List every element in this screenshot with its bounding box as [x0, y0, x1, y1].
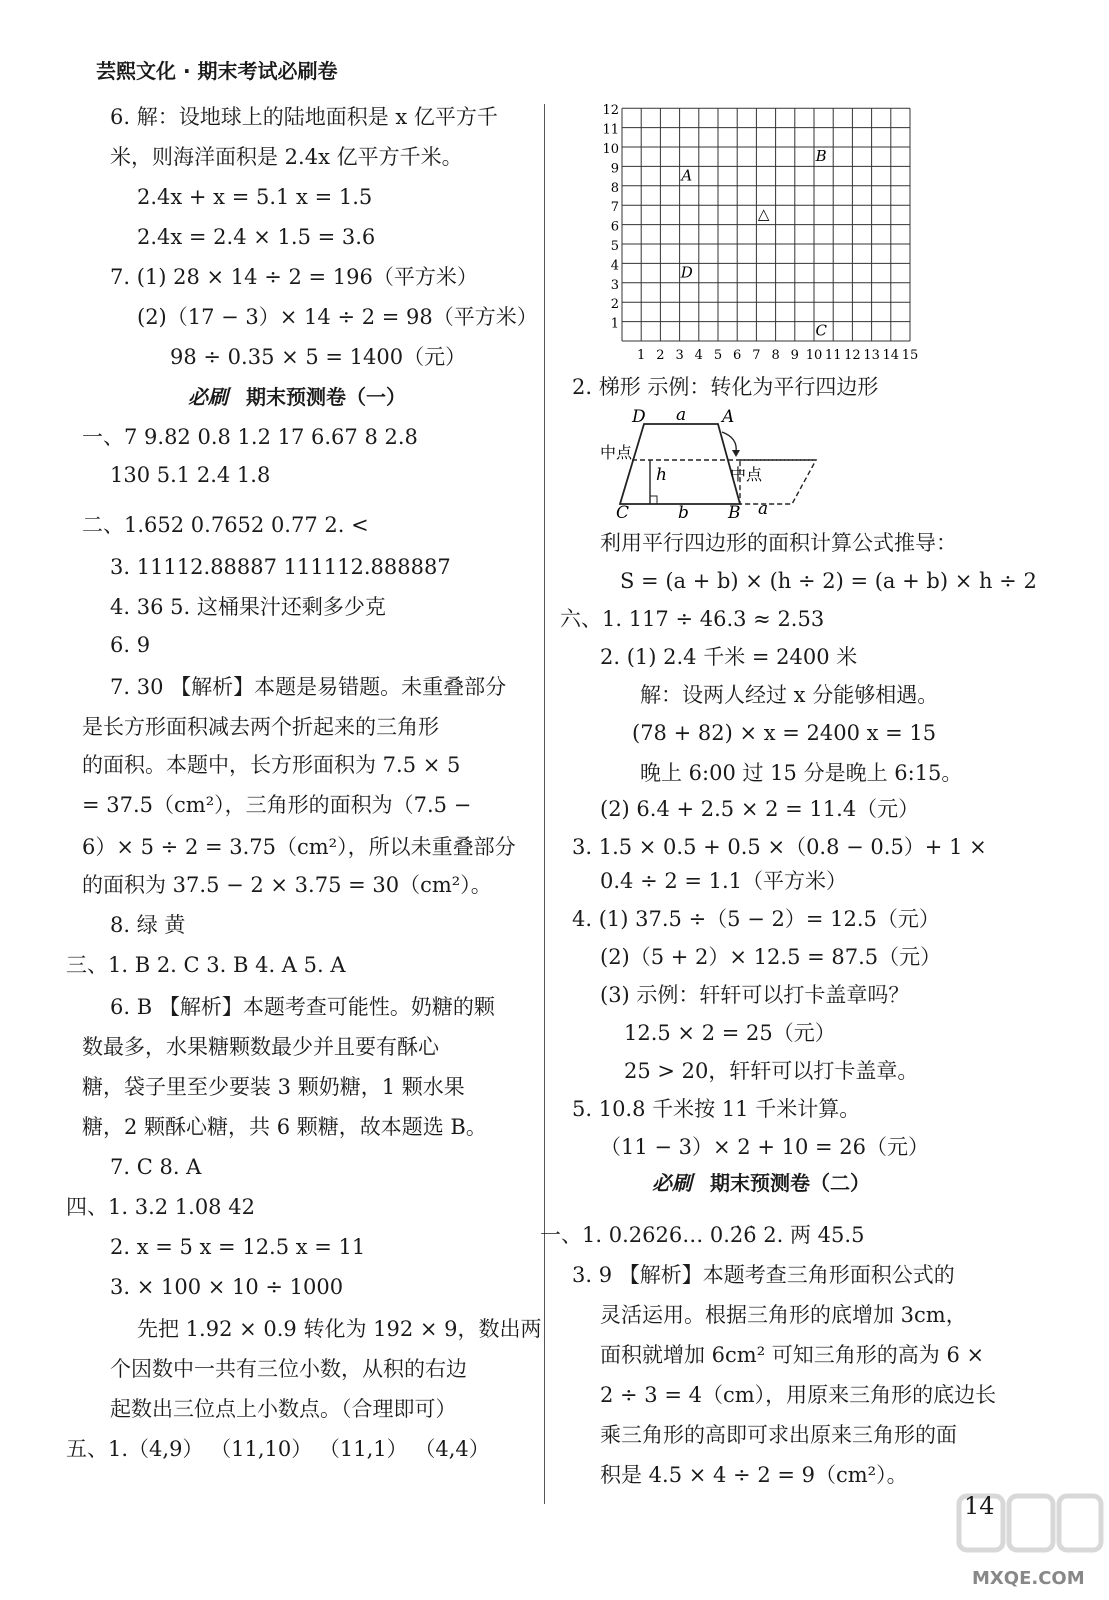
left-line: 130 5.1 2.4 1.8 [110, 463, 271, 487]
right-line: 乘三角形的高即可求出原来三角形的面 [600, 1423, 957, 1447]
label-a-top: a [676, 405, 687, 425]
left-line: 是长方形面积减去两个折起来的三角形 [82, 715, 439, 739]
grid-y-label: 8 [610, 180, 619, 196]
right-line: 晚上 6:00 过 15 分是晚上 6:15。 [640, 761, 963, 785]
right-line: 积是 4.5 × 4 ÷ 2 = 9（cm²）。 [600, 1463, 908, 1487]
grid-point-A: A [681, 166, 693, 185]
grid-point-B: B [815, 147, 827, 165]
left-line: (2)（17 − 3）× 14 ÷ 2 = 98（平方米） [137, 305, 538, 329]
grid-point-D: D [680, 263, 693, 282]
left-line: 二、1.652 0.7652 0.77 2. < [82, 513, 369, 537]
right-line: 3. 9 【解析】本题考查三角形面积公式的 [572, 1263, 955, 1287]
left-line: 4. 36 5. 这桶果汁还剩多少克 [110, 595, 386, 619]
left-line: 6. 9 [110, 633, 151, 657]
label-b: b [678, 503, 689, 523]
left-line: 7. C 8. A [110, 1155, 202, 1179]
grid-x-label: 4 [694, 348, 703, 363]
label-midpoint-right: 中点 [730, 465, 763, 484]
grid-y-label: 5 [610, 239, 619, 254]
right-line: 一、1. 0.2626… 0.2̇6̇ 2. 两 45.5 [540, 1223, 865, 1247]
grid-x-label: 8 [771, 348, 780, 363]
grid-point-C: C [815, 321, 827, 340]
grid-y-labels [602, 103, 619, 331]
section-name: 期末预测卷（二） [710, 1171, 870, 1195]
right-line: 4. (1) 37.5 ÷（5 − 2）= 12.5（元） [572, 907, 940, 931]
grid-x-label: 1 [637, 348, 646, 363]
section-name: 期末预测卷（一） [246, 385, 406, 409]
right-line: (2) 6.4 + 2.5 × 2 = 11.4（元） [600, 797, 920, 821]
right-line: 解：设两人经过 x 分能够相遇。 [640, 683, 939, 707]
grid-y-label: 10 [602, 142, 619, 157]
right-line: (2)（5 + 2）× 12.5 = 87.5（元） [600, 945, 942, 969]
left-line: 起数出三位点上小数点。（合理即可） [110, 1397, 457, 1421]
right-line: 灵活运用。根据三角形的底增加 3cm， [600, 1303, 967, 1327]
left-line: 7. (1) 28 × 14 ÷ 2 = 196（平方米） [110, 265, 478, 289]
left-line: 一、7 9.82 0.8 1.2 17 6.67 8 2.8 [82, 425, 418, 449]
coordinate-grid-figure [602, 103, 932, 369]
label-h: h [656, 465, 667, 485]
grid-y-label: 3 [610, 277, 619, 293]
right-line: 面积就增加 6cm² 可知三角形的高为 6 × [600, 1343, 985, 1367]
left-line: 6. B 【解析】本题考查可能性。奶糖的颗 [110, 995, 495, 1019]
right-line: 2. 梯形 示例：转化为平行四边形 [572, 375, 879, 399]
label-midpoint-left: 中点 [600, 443, 633, 462]
right-line: 25 > 20，轩轩可以打卡盖章。 [624, 1059, 919, 1083]
grid-x-label: 15 [901, 348, 919, 363]
left-line: = 37.5（cm²），三角形的面积为（7.5 − [82, 793, 472, 817]
grid-x-label: 5 [713, 348, 723, 363]
grid-y-label: 2 [610, 297, 619, 313]
right-line: 利用平行四边形的面积计算公式推导： [600, 531, 957, 555]
left-line: 三、1. B 2. C 3. B 4. A 5. A [66, 953, 346, 977]
grid-x-label: 7 [752, 348, 761, 363]
right-line: (78 + 82) × x = 2400 x = 15 [632, 721, 937, 745]
left-line: 2.4x + x = 5.1 x = 1.5 [137, 185, 373, 209]
right-line: 六、1. 117 ÷ 46.3 ≈ 2.53 [560, 607, 825, 631]
left-line: 2.4x = 2.4 × 1.5 = 3.6 [137, 225, 376, 249]
grid-lines [622, 108, 910, 341]
left-line: 7. 30 【解析】本题是易错题。未重叠部分 [110, 675, 507, 699]
trapezoid-shape [620, 424, 740, 504]
left-line: 糖，袋子里至少要装 3 颗奶糖，1 颗水果 [82, 1075, 465, 1099]
grid-x-label: 10 [805, 348, 823, 363]
left-line: 3. × 100 × 10 ÷ 1000 [110, 1275, 344, 1299]
left-line: 数最多，水果糖颗数最少并且要有酥心 [82, 1035, 439, 1059]
grid-x-label: 2 [656, 348, 665, 363]
left-line: 先把 1.92 × 0.9 转化为 192 × 9，数出两 [137, 1317, 542, 1341]
left-line: 糖，2 颗酥心糖，共 6 颗糖，故本题选 B。 [82, 1115, 487, 1139]
label-C: C [616, 503, 630, 523]
left-line: 四、1. 3.2 1.08 42 [66, 1195, 255, 1219]
right-line: 5. 10.8 千米按 11 千米计算。 [572, 1097, 861, 1121]
left-line: 3. 11112.88887 111112.888887 [110, 555, 451, 579]
right-line: 2 ÷ 3 = 4（cm），用原来三角形的底边长 [600, 1383, 997, 1407]
left-line: 的面积为 37.5 − 2 × 3.75 = 30（cm²）。 [82, 873, 492, 897]
grid-x-labels [637, 348, 918, 363]
right-line: 3. 1.5 × 0.5 + 0.5 ×（0.8 − 0.5）+ 1 × [572, 835, 987, 859]
grid-y-label: 1 [610, 316, 619, 332]
right-line: 12.5 × 2 = 25（元） [624, 1021, 836, 1045]
label-A: A [722, 407, 735, 427]
grid-x-label: 9 [790, 348, 799, 363]
right-line: S = (a + b) × (h ÷ 2) = (a + b) × h ÷ 2 [620, 569, 1037, 593]
right-line: 2. (1) 2.4 千米 = 2400 米 [600, 645, 858, 669]
watermark-site: MXQE.COM [972, 1568, 1085, 1589]
label-D: D [632, 407, 646, 427]
left-line: 6）× 5 ÷ 2 = 3.75（cm²），所以未重叠部分 [82, 835, 516, 859]
grid-x-label: 14 [882, 348, 900, 363]
grid-y-label: 11 [602, 122, 619, 138]
page-number: 14 [964, 1492, 995, 1520]
grid-y-label: 4 [610, 258, 619, 274]
left-line: 8. 绿 黄 [110, 913, 186, 937]
column-divider [544, 104, 545, 1504]
grid-y-label: 12 [602, 103, 619, 119]
grid-x-label: 3 [675, 348, 684, 363]
grid-x-label: 13 [863, 348, 880, 363]
grid-point-triangle: △ [757, 205, 770, 224]
label-B: B [728, 503, 741, 523]
section-brand: 必刷 [188, 385, 228, 409]
grid-x-label: 12 [844, 348, 861, 363]
right-line: (3) 示例：轩轩可以打卡盖章吗？ [600, 983, 910, 1007]
page-header: 芸熙文化 · 期末考试必刷卷 [96, 59, 338, 83]
grid-y-label: 7 [610, 200, 619, 216]
left-line: 6. 解：设地球上的陆地面积是 x 亿平方千 [110, 105, 498, 129]
trapezoid-figure [600, 405, 826, 523]
left-line: 米，则海洋面积是 2.4x 亿平方千米。 [110, 145, 463, 169]
grid-x-label: 11 [824, 348, 842, 363]
left-line: 的面积。本题中，长方形面积为 7.5 × 5 [82, 753, 461, 777]
section-brand: 必刷 [652, 1171, 692, 1195]
grid-x-label: 6 [733, 348, 742, 363]
left-line: 个因数中一共有三位小数，从积的右边 [110, 1357, 467, 1381]
left-line: 98 ÷ 0.35 × 5 = 1400（元） [170, 345, 467, 369]
label-a-bottom: a [758, 499, 769, 519]
right-line: 0.4 ÷ 2 = 1.1（平方米） [600, 869, 848, 893]
left-line: 五、1.（4,9） （11,10） （11,1） （4,4） [66, 1437, 490, 1461]
grid-points [679, 147, 827, 340]
left-line: 2. x = 5 x = 12.5 x = 11 [110, 1235, 366, 1259]
right-line: （11 − 3）× 2 + 10 = 26（元） [600, 1135, 929, 1159]
section-title [188, 384, 406, 410]
section-title [652, 1170, 870, 1196]
right-angle-mark [650, 496, 657, 504]
grid-y-label: 9 [610, 161, 619, 177]
grid-y-label: 6 [610, 219, 619, 235]
arrow-head [732, 450, 740, 457]
